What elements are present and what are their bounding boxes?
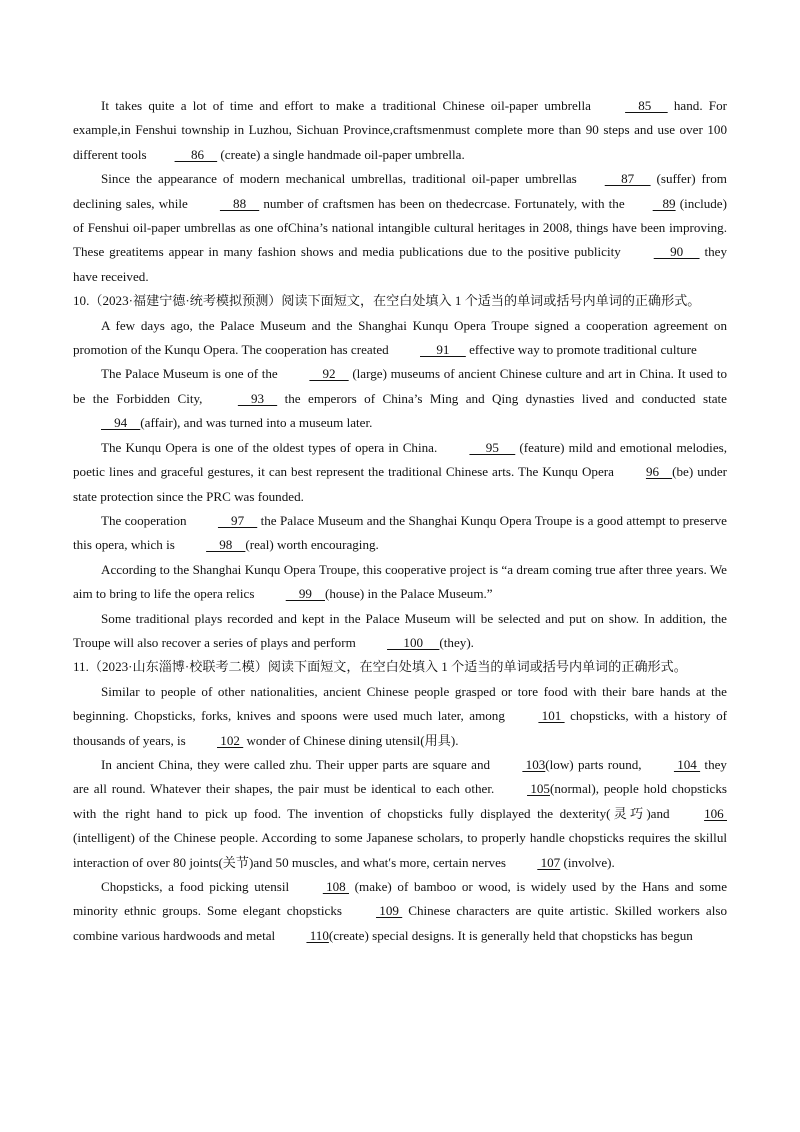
blank-89[interactable]: 89 [652, 195, 676, 211]
passage-text: (they). [439, 634, 474, 650]
blank-103[interactable]: 103 [522, 756, 546, 772]
passage-text: In ancient China, they were called zhu. Their upper parts are square and [101, 756, 495, 772]
passage-text: Chopsticks, a food picking utensil [101, 879, 295, 894]
blank-108[interactable]: 108 [322, 879, 349, 894]
blank-95[interactable]: 95 [469, 439, 516, 455]
passage-paragraph [73, 607, 727, 656]
passage-text: they have received. [73, 244, 727, 284]
passage-text: The Kunqu Opera is one of the oldest types of opera in China. [101, 439, 442, 455]
question-header: 10.（2023·福建宁德·统考模拟预测）阅读下面短文，在空白处填入 1 个适当的单词或括号内单词的正确形式。 [73, 293, 701, 309]
passage-text: A few days ago, the Palace Museum and the Shanghai Kunqu Opera Troupe signed a cooperation agreement on promotion of the Kunqu Opera. The cooperation has created [73, 317, 727, 358]
passage-text: (affair), and was turned into a museum later. [140, 415, 373, 431]
passage-paragraph [73, 436, 727, 509]
passage-text: effective way to promote traditional culture [465, 342, 697, 358]
passage-text: Chinese characters are quite artistic. Skilled workers also combine various hardwoods and metal [73, 903, 728, 943]
blank-96[interactable]: 96 [645, 464, 673, 480]
passage-text: The cooperation [101, 512, 190, 528]
passage-text: It takes quite a lot of time and effort to make a traditional Chinese oil-paper umbrella [101, 98, 598, 113]
passage-text: (normal), people hold chopsticks with the right hand to pick up food. The invention of chopsticks fully displayed the dexterity(灵巧)and [73, 781, 727, 821]
passage-text: (create) a single handmade oil-paper umbrella. [217, 146, 465, 162]
passage-text: (feature) mild and emotional melodies, poetic lines and graceful gestures, it can best represent the traditional Chinese arts. The Kunqu Opera [73, 439, 728, 480]
passage-text: (large) museums of ancient Chinese culture and art in China. It used to be the Forbidden City, [73, 366, 728, 406]
passage-text: the Palace Museum and the Shanghai Kunqu Opera Troupe is a good attempt to preserve this opera, which is [73, 512, 727, 553]
blank-105[interactable]: 105 [527, 781, 550, 797]
blank-102[interactable]: 102 [217, 732, 244, 748]
passage-text: (suffer) from declining sales, while [73, 171, 727, 211]
passage-text: (low) parts round, [545, 756, 646, 772]
blank-87[interactable]: 87 [604, 171, 651, 187]
blank-88[interactable]: 88 [219, 195, 260, 211]
document-body [73, 94, 727, 948]
blank-110[interactable]: 110 [306, 927, 329, 943]
passage-text: (create) special designs. It is generally held that chopsticks has begun [328, 927, 693, 943]
passage-text: Similar to people of other nationalities, ancient Chinese people grasped or tore food with their bare hands at the beginning. Chopsticks, forks, knives and spoons were used much later, among [73, 683, 727, 724]
passage-paragraph [73, 167, 727, 289]
blank-91[interactable]: 91 [420, 342, 466, 358]
passage-paragraph [73, 314, 727, 363]
passage-text: The Palace Museum is one of the [101, 366, 282, 382]
blank-109[interactable]: 109 [376, 903, 403, 919]
passage-text: they are all round. Whatever their shapes, the pair must be identical to each other. [73, 756, 727, 797]
blank-85[interactable]: 85 [625, 98, 668, 113]
blank-104[interactable]: 104 [673, 756, 701, 772]
passage-paragraph [73, 558, 727, 607]
passage-paragraph [73, 875, 727, 948]
blank-99[interactable]: 99 [285, 586, 325, 602]
passage-text: (house) in the Palace Museum.” [325, 586, 493, 602]
blank-98[interactable]: 98 [206, 537, 246, 553]
blank-86[interactable]: 86 [174, 146, 218, 162]
passage-text: Some traditional plays recorded and kept in the Palace Museum will be selected and put on show. In addition, the Troupe will also recover a series of plays and perform [73, 610, 727, 650]
passage-paragraph [73, 509, 727, 558]
blank-101[interactable]: 101 [538, 708, 565, 724]
passage-text: (intelligent) of the Chinese people. According to some Japanese scholars, to properly handle chopsticks requires the skillul interaction of over 80 joints(关节)and 50 muscles, and what′s more, certain nerves [73, 830, 727, 870]
passage-paragraph [73, 362, 727, 435]
passage-paragraph [73, 94, 727, 167]
blank-100[interactable]: 100 [387, 634, 440, 650]
passage-paragraph [73, 680, 727, 753]
passage-text: According to the Shanghai Kunqu Opera Troupe, this cooperative project is “a dream coming true after three years. We aim to bring to life the opera relics [73, 561, 727, 602]
passage-text: hand. For example,in Fenshui township in Luzhou, Sichuan Province,craftsmenmust complete more than 90 steps and use over 100 different tools [73, 98, 728, 162]
blank-97[interactable]: 97 [217, 512, 258, 528]
blank-93[interactable]: 93 [237, 390, 278, 406]
blank-107[interactable]: 107 [537, 854, 561, 870]
passage-text: (make) of bamboo or wood, is widely used by the Hans and some minority ethnic groups. Some elegant chopsticks [73, 879, 728, 919]
passage-text: (be) under state protection since the PRC was founded. [73, 464, 728, 504]
blank-106[interactable]: 106 [704, 805, 727, 821]
passage-paragraph [73, 753, 727, 875]
blank-92[interactable]: 92 [309, 366, 349, 382]
passage-text: (real) worth encouraging. [245, 537, 379, 553]
passage-text: (include) of Fenshui oil-paper umbrellas as one ofChina’s national intangible cultural heritages in 2008, things have been improving. These greatitems appear in many fashion shows and media publications due to the positive publicity [73, 195, 727, 260]
passage-text: number of craftsmen has been on thedecrcase. Fortunately, with the [259, 195, 625, 211]
blank-90[interactable]: 90 [653, 244, 700, 260]
passage-text: (involve). [560, 854, 615, 870]
passage-text: wonder of Chinese dining utensil(用具). [243, 732, 459, 748]
blank-94[interactable]: 94 [101, 415, 141, 431]
passage-text: Since the appearance of modern mechanical umbrellas, traditional oil-paper umbrellas [101, 171, 577, 187]
passage-text: chopsticks, with a history of thousands of years, is [73, 708, 727, 748]
passage-text: the emperors of China’s Ming and Qing dynasties lived and conducted state [277, 390, 727, 406]
question-header: 11.（2023·山东淄博·校联考二模）阅读下面短文，在空白处填入 1 个适当的单词或括号内单词的正确形式。 [73, 659, 687, 675]
